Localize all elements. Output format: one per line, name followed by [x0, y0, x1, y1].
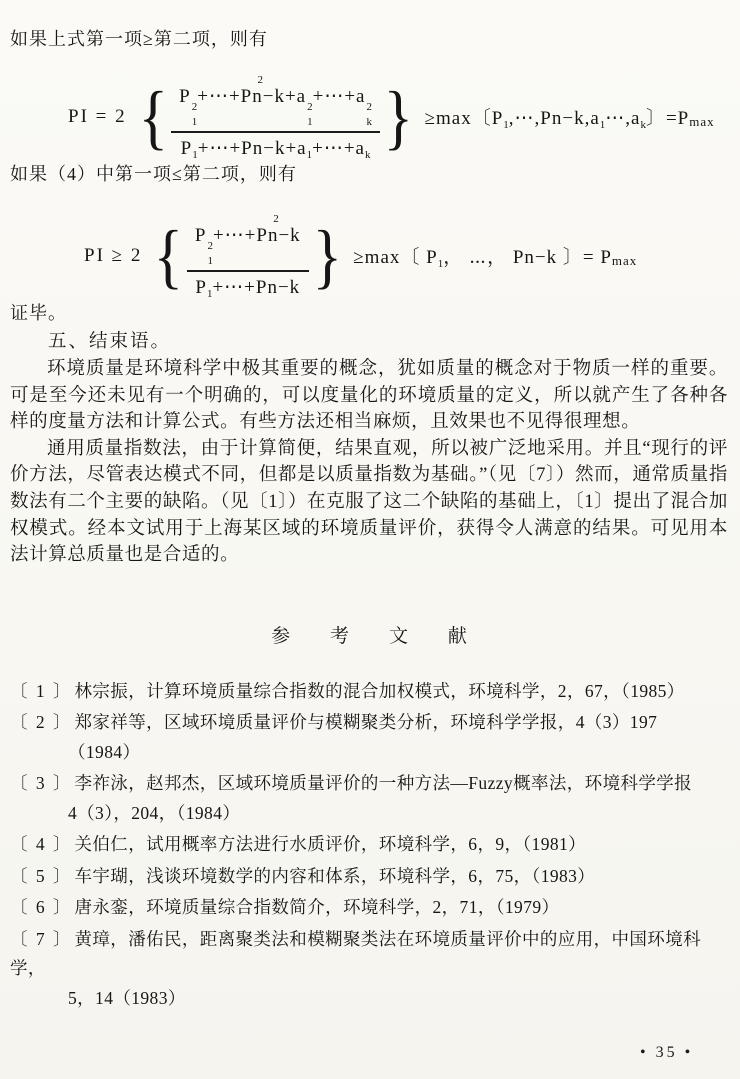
reference-text: 车宇瑚，浅谈环境数学的内容和体系，环境科学，6，75，（1983） — [74, 865, 596, 886]
reference-item — [10, 893, 728, 923]
qed-line: 证毕。 — [10, 303, 67, 323]
superscript: 2 — [366, 101, 372, 113]
subscript: k — [366, 116, 372, 128]
reference-line — [10, 925, 728, 984]
formula-term: P — [194, 225, 207, 246]
superscript: 2 — [307, 101, 313, 113]
formula-lead: PI ≥ 2 — [84, 245, 143, 266]
reference-continuation: （1984） — [68, 741, 141, 762]
subscript: 1 — [206, 288, 213, 300]
reference-line — [10, 708, 728, 738]
right-brace: } — [312, 215, 342, 296]
subscript: 1 — [207, 255, 213, 267]
reference-item — [10, 677, 728, 707]
reference-continuation: 5，14（1983） — [68, 987, 186, 1008]
formula-term: ,⋯,Pn−k,a — [508, 108, 600, 129]
fraction-denominator — [171, 133, 380, 161]
conclusion-paragraph-2: 通用质量指数法，由于计算简便，结果直观，所以被广泛地采用。并且“现行的评价方法，尽管表达模式不同，但都是以质量指数为基础。”（见〔7〕）然而，通常质量指数法有二个主要的缺陷。（见〔1〕）在克服了这二个缺陷的基础上，〔1〕提出了混合加权模式。经本文试用于上海某区域的环境质量评价，获得令人满意的结果。可见用本法计算总质量也是合适的。 — [10, 438, 728, 566]
formula-term: −k+a — [262, 86, 307, 107]
pmax-subscript: max — [611, 253, 638, 268]
reference-line — [10, 862, 728, 892]
condition-line-1: 如果上式第一项≥第二项，则有 — [10, 29, 268, 49]
reference-number: 〔 5 〕 — [10, 865, 73, 886]
fraction — [187, 212, 309, 300]
formula-term: 〕=P — [645, 108, 690, 129]
formula-term: ≥max〔 P — [353, 247, 438, 268]
subscript: 1 — [437, 258, 444, 270]
formula-term: +⋯+P — [212, 225, 268, 246]
condition-line-2: 如果（4）中第一项≤第二项，则有 — [10, 164, 297, 184]
formula-tail — [425, 103, 715, 131]
formula-term: +⋯+a — [312, 86, 366, 107]
reference-number: 〔 7 〕 — [10, 928, 73, 949]
formula-term: P — [180, 138, 193, 159]
superscript: 2 — [257, 74, 263, 86]
superscript: 2 — [207, 240, 213, 252]
fraction — [171, 73, 380, 161]
formula-term: +⋯+a — [312, 138, 365, 159]
reference-item — [10, 925, 728, 1014]
subscript: k — [640, 119, 646, 131]
fraction-denominator — [187, 272, 309, 300]
subscript: 1 — [306, 149, 313, 161]
subscript: 1 — [307, 116, 313, 128]
reference-continuation: 4（3），204，（1984） — [68, 802, 241, 823]
reference-text: 郑家祥等，区域环境质量评价与模糊聚类分析，环境科学学报，4（3）197 — [74, 712, 658, 733]
right-brace: } — [383, 76, 413, 157]
subscript: 1 — [503, 119, 509, 131]
pmax-subscript: max — [689, 114, 715, 129]
superscript: 2 — [191, 101, 198, 113]
reference-number: 〔 1 〕 — [10, 680, 73, 701]
formula-tail — [353, 242, 637, 270]
references-list — [10, 677, 728, 1014]
squared-term — [252, 74, 263, 108]
formula-term: n — [267, 225, 279, 246]
fraction-numerator — [171, 73, 380, 133]
left-brace: { — [153, 215, 184, 296]
page-number: • 35 • — [640, 1044, 694, 1061]
formula-term: P — [195, 277, 207, 298]
superscript: 2 — [273, 213, 279, 225]
references-heading: 参考文献 — [271, 625, 507, 647]
formula-lead: PI = 2 — [68, 106, 127, 127]
reference-line — [10, 677, 728, 707]
reference-number: 〔 2 〕 — [10, 712, 73, 733]
formula-term: +⋯+Pn−k+a — [197, 138, 307, 159]
reference-number: 〔 4 〕 — [10, 834, 73, 855]
sup-sub-stack — [367, 102, 373, 127]
reference-line — [10, 830, 728, 860]
reference-line — [10, 769, 728, 799]
formula-term: −k — [278, 225, 301, 246]
reference-item — [10, 830, 728, 860]
formula-term: P — [179, 86, 191, 107]
reference-text: 关伯仁，试用概率方法进行水质评价，环境科学，6，9，（1981） — [74, 834, 587, 855]
formula-term: n — [252, 86, 263, 107]
reference-text: 林宗振，计算环境质量综合指数的混合加权模式，环境科学，2，67，（1985） — [74, 680, 685, 701]
reference-text: 李祚泳，赵邦杰，区域环境质量评价的一种方法—Fuzzy概率法，环境科学学报 — [74, 773, 693, 794]
squared-term — [267, 213, 279, 247]
fraction-numerator — [187, 212, 309, 272]
subscript: 1 — [599, 119, 606, 131]
formula-term: ， ⋯， Pn−k 〕= P — [443, 247, 612, 268]
formula-term: ≥max〔P — [424, 108, 504, 129]
reference-item — [10, 862, 728, 892]
reference-number: 〔 3 〕 — [10, 773, 73, 794]
formula-pi-equality — [68, 73, 728, 161]
reference-item — [10, 769, 728, 828]
reference-text: 黄璋，潘佑民，距离聚类法和模糊聚类法在环境质量评价中的应用，中国环境科学， — [10, 928, 701, 979]
reference-text: 唐永銮，环境质量综合指数简介，环境科学，2，71，（1979） — [74, 897, 560, 918]
reference-number: 〔 6 〕 — [10, 897, 73, 918]
formula-term: +⋯+Pn−k — [212, 277, 301, 298]
reference-item — [10, 708, 728, 767]
formula-term: ⋯,a — [605, 108, 641, 129]
formula-pi-inequality — [84, 212, 728, 300]
formula-term: +⋯+P — [197, 86, 253, 107]
conclusion-paragraph-1: 环境质量是环境科学中极其重要的概念，犹如质量的概念对于物质一样的重要。可是至今还未见有一个明确的，可以度量化的环境质量的定义，所以就产生了各种各样的度量方法和计算公式。有些方法还相当麻烦，且效果也不见得很理想。 — [10, 359, 728, 433]
subscript: 1 — [192, 149, 198, 161]
reference-line — [10, 893, 728, 923]
subscript: k — [365, 149, 371, 161]
left-brace: { — [138, 76, 168, 157]
section-heading-conclusion: 五、结束语。 — [48, 332, 172, 352]
subscript: 1 — [191, 116, 198, 128]
